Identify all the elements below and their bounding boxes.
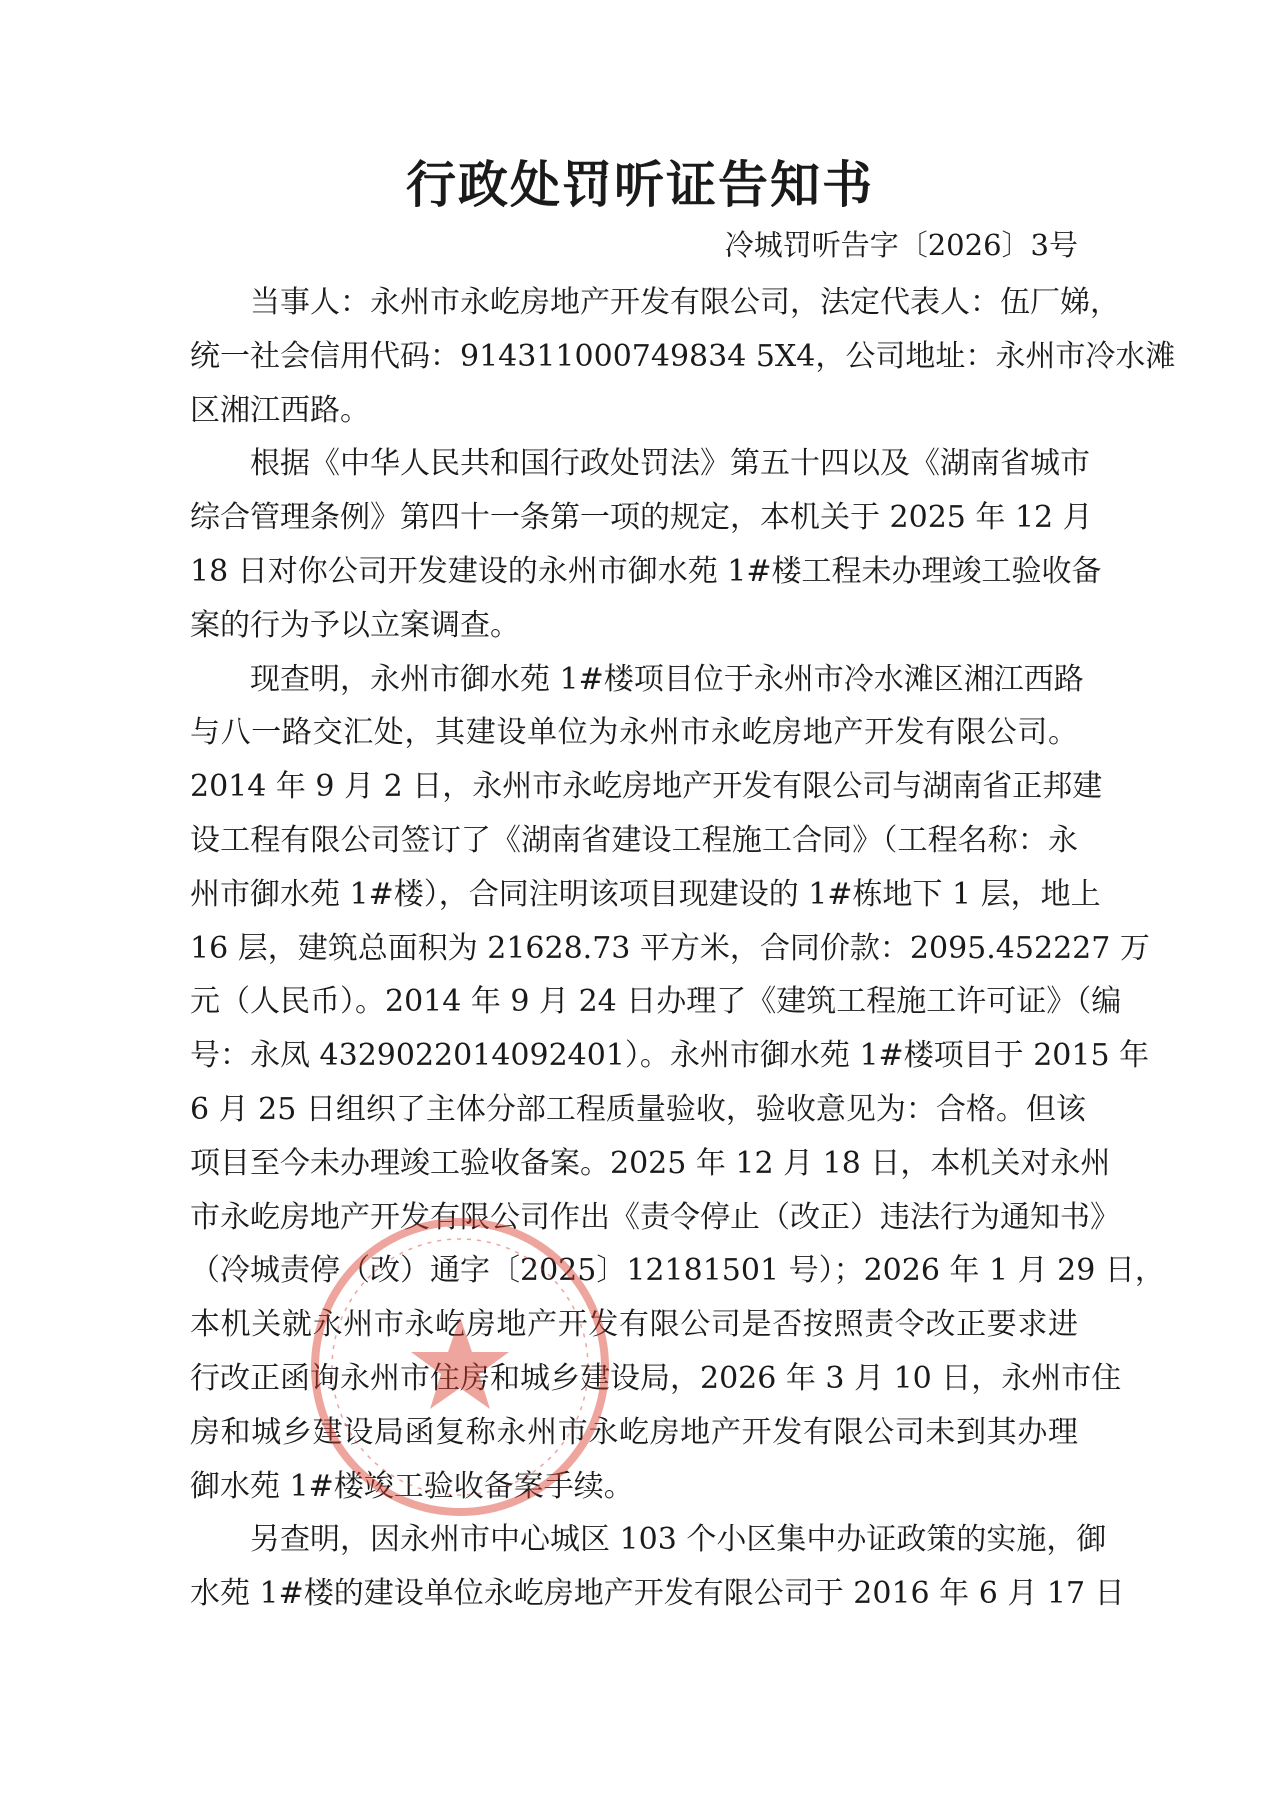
text-line: 房和城乡建设局函复称永州市永屹房地产开发有限公司未到其办理 xyxy=(190,1414,1078,1450)
text-line: 2014 年 9 月 2 日，永州市永屹房地产开发有限公司与湖南省正邦建 xyxy=(190,769,1103,805)
text-line: （冷城责停（改）通字〔2025〕12181501 号）；2026 年 1 月 29 日， xyxy=(190,1253,1165,1289)
text-line: 号：永凤 4329022014092401）。永州市御水苑 1#楼项目于 2015 年 xyxy=(190,1038,1150,1074)
text-line: 综合管理条例》第四十一条第一项的规定，本机关于 2025 年 12 月 xyxy=(190,500,1093,536)
text-line: 水苑 1#楼的建设单位永屹房地产开发有限公司于 2016 年 6 月 17 日 xyxy=(190,1576,1125,1612)
text-line: 行改正函询永州市住房和城乡建设局，2026 年 3 月 10 日，永州市住 xyxy=(190,1360,1122,1396)
text-line: 6 月 25 日组织了主体分部工程质量验收，验收意见为：合格。但该 xyxy=(190,1091,1086,1127)
text-line: 设工程有限公司签订了《湖南省建设工程施工合同》（工程名称：永 xyxy=(190,822,1078,858)
text-line: 州市御水苑 1#楼），合同注明该项目现建设的 1#栋地下 1 层，地上 xyxy=(190,876,1101,912)
text-line: 本机关就永州市永屹房地产开发有限公司是否按照责令改正要求进 xyxy=(190,1307,1078,1343)
text-line: 现查明，永州市御水苑 1#楼项目位于永州市冷水滩区湘江西路 xyxy=(250,661,1084,697)
document-number: 冷城罚听告字〔2026〕3号 xyxy=(724,228,1078,262)
text-line: 当事人：永州市永屹房地产开发有限公司，法定代表人：伍厂娣， xyxy=(250,285,1120,320)
text-line: 统一社会信用代码：914311000749834 5X4，公司地址：永州市冷水滩 xyxy=(190,338,1176,374)
text-line: 区湘江西路。 xyxy=(190,392,370,428)
text-line: 与八一路交汇处，其建设单位为永州市永屹房地产开发有限公司。 xyxy=(190,715,1078,751)
text-line: 案的行为予以立案调查。 xyxy=(190,607,520,643)
text-line: 御水苑 1#楼竣工验收备案手续。 xyxy=(190,1468,634,1504)
text-line: 18 日对你公司开发建设的永州市御水苑 1#楼工程未办理竣工验收备 xyxy=(190,553,1102,589)
text-line: 元（人民币）。2014 年 9 月 24 日办理了《建筑工程施工许可证》（编 xyxy=(190,984,1122,1020)
text-line: 根据《中华人民共和国行政处罚法》第五十四以及《湖南省城市 xyxy=(250,446,1090,482)
document-title: 行政处罚听证告知书 xyxy=(406,155,874,214)
document-body xyxy=(190,276,1176,1621)
text-line: 16 层，建筑总面积为 21628.73 平方米，合同价款：2095.452227 万 xyxy=(190,930,1150,966)
text-line: 市永屹房地产开发有限公司作出《责令停止（改正）违法行为通知书》 xyxy=(190,1199,1120,1235)
text-line: 另查明，因永州市中心城区 103 个小区集中办证政策的实施，御 xyxy=(250,1522,1107,1558)
text-line: 项目至今未办理竣工验收备案。2025 年 12 月 18 日，本机关对永州 xyxy=(190,1145,1111,1181)
